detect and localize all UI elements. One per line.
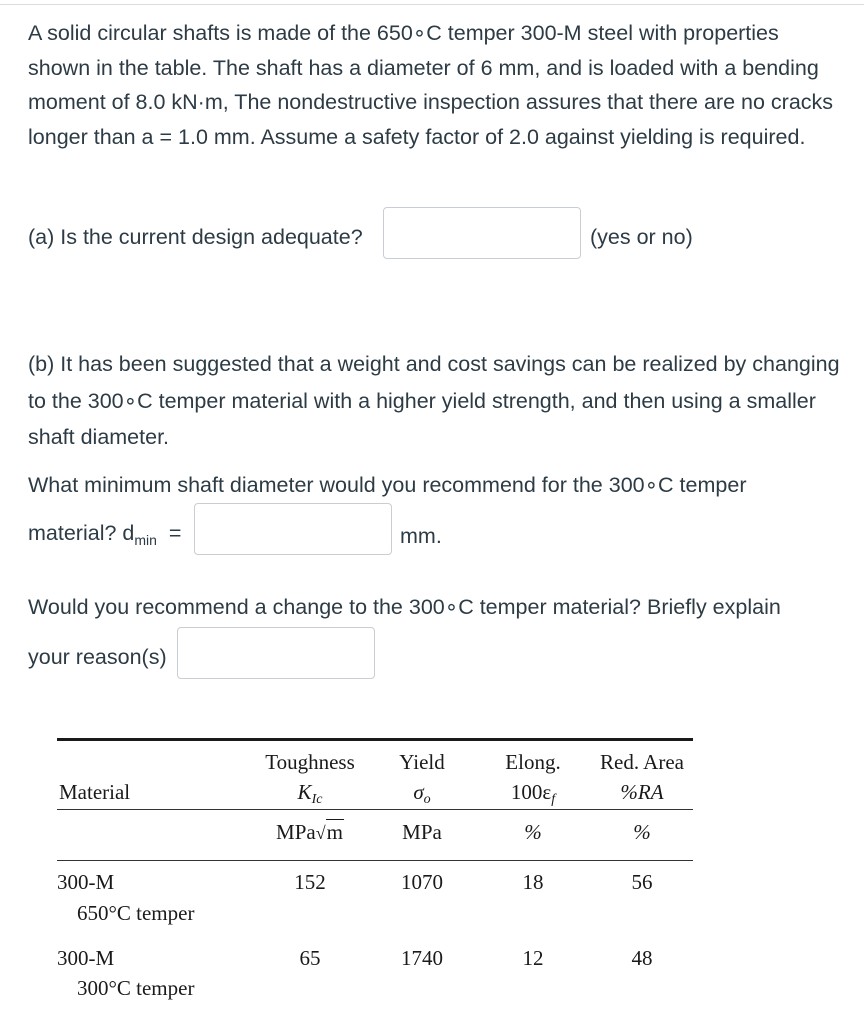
dmin-input[interactable] — [194, 503, 392, 555]
part-c-question-line2: your reason(s) — [28, 645, 167, 669]
header-toughness-symbol: KIc — [297, 780, 323, 807]
header-ra-unit: % — [633, 820, 651, 844]
part-b-text: (b) It has been suggested that a weight and cost savings can be realized by changing to the 300∘C temper material with a higher yield strength, and then using a smaller shaft diameter. — [28, 352, 840, 449]
row1-elong: 18 — [522, 870, 544, 894]
header-yield: Yield — [399, 750, 445, 774]
row2-elong: 12 — [522, 946, 544, 970]
header-toughness: Toughness — [265, 750, 355, 774]
equals-sign: = — [168, 521, 182, 545]
header-material: Material — [59, 780, 131, 804]
part-b-question-line2 — [28, 521, 181, 546]
dmin-unit: mm. — [400, 524, 442, 548]
dmin-subscript: min — [134, 532, 157, 548]
header-toughness-unit: MPa√m — [276, 820, 343, 844]
part-a-question: (a) Is the current design adequate? — [28, 225, 363, 249]
part-a-answer-input[interactable] — [383, 207, 581, 259]
part-c-answer-input[interactable] — [177, 627, 375, 679]
problem-intro: A solid circular shafts is made of the 650∘C temper 300-M steel with properties shown in the table. The shaft has a diameter of 6 mm, and is loaded with a bending moment of 8.0 kN·m, The nondestructive inspection assures that there are no cracks longer than a = 1.0 mm. Assume a safety factor of 2.0 against yielding is required. — [28, 21, 834, 149]
row1-temper: 650°C temper — [77, 901, 195, 925]
row1-yield: 1070 — [401, 870, 443, 894]
row1-material: 300-M — [57, 870, 115, 894]
header-ra: Red. Area — [600, 750, 684, 774]
header-ra-symbol: %RA — [620, 780, 664, 804]
header-elong-unit: % — [524, 820, 542, 844]
part-a-hint: (yes or no) — [590, 225, 693, 249]
row1-ra: 56 — [631, 870, 653, 894]
row2-material: 300-M — [57, 946, 115, 970]
row2-ra: 48 — [631, 946, 653, 970]
part-b-question-line1: What minimum shaft diameter would you recommend for the 300∘C temper — [28, 473, 747, 497]
row2-temper: 300°C temper — [77, 976, 195, 1000]
header-yield-symbol: σo — [413, 780, 431, 807]
table-header-bottom-rule — [57, 860, 693, 861]
header-elong-symbol: 100εf — [510, 780, 556, 807]
table-top-rule — [57, 738, 693, 741]
row2-toughness: 65 — [299, 946, 321, 970]
table-mid-rule — [57, 809, 693, 810]
part-c-question-line1: Would you recommend a change to the 300∘C temper material? Briefly explain — [28, 595, 781, 619]
header-yield-unit: MPa — [402, 820, 442, 844]
part-b-prefix: material? d — [28, 521, 135, 545]
row2-yield: 1740 — [401, 946, 443, 970]
top-divider — [0, 4, 864, 5]
row1-toughness: 152 — [294, 870, 326, 894]
header-elong: Elong. — [505, 750, 561, 774]
